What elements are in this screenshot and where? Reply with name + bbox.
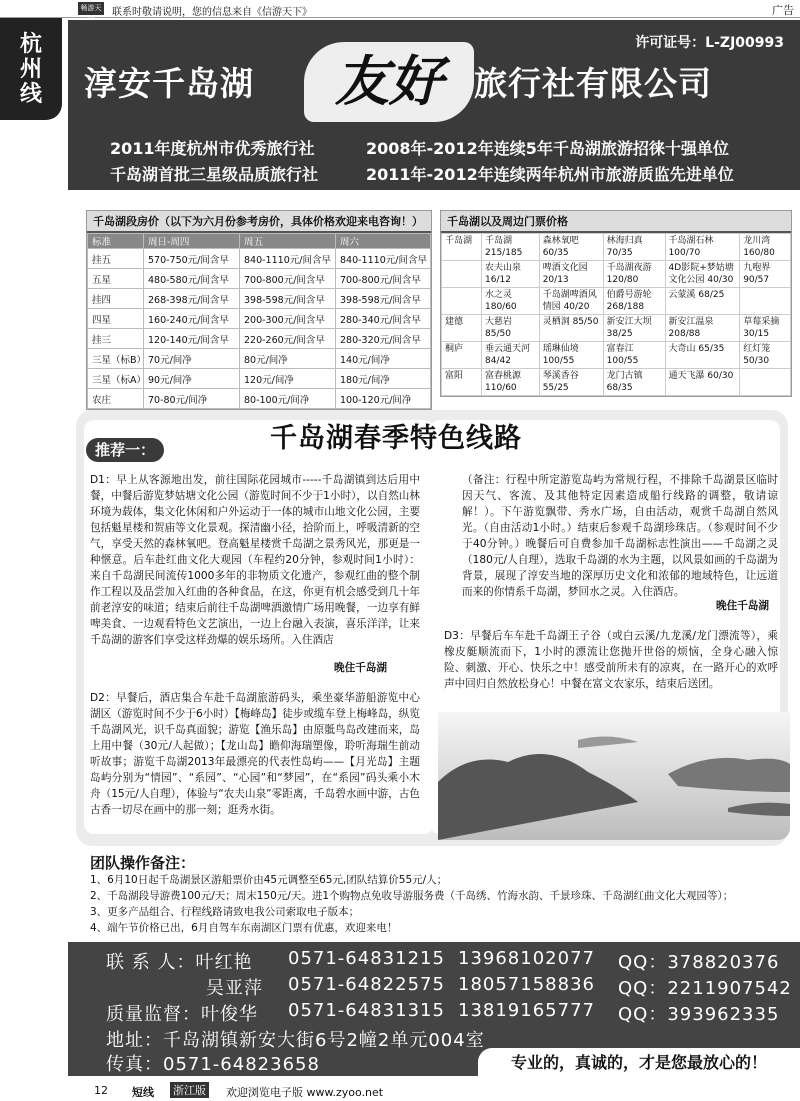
cell: 四星	[88, 309, 144, 329]
cell: 龙川湾 160/80	[740, 234, 791, 261]
cell: 200-300元/间含早	[240, 309, 336, 329]
region-char: 杭	[19, 32, 42, 57]
phone: 0571-64822575	[288, 974, 445, 995]
contact-name: 吴亚萍	[206, 978, 263, 999]
cell: 农夫山泉 16/12	[482, 261, 540, 288]
table-row	[88, 349, 431, 369]
mobile: 18057158836	[458, 974, 595, 995]
note-item: 3、更多产品组合、行程线路请致电我公司索取电子版本；	[90, 906, 360, 918]
hotel-price-panel	[86, 210, 432, 410]
note-item: 2、千岛湖段导游费100元/天；周末150元/天。进1个购物点免收导游服务费（千岛绣、竹海水韵、千景珍珠、千岛湖红曲文化大观园等）；	[90, 890, 734, 902]
cell: 建德	[442, 315, 482, 342]
cell: 挂四	[88, 289, 144, 309]
mobile: 13819165777	[458, 1000, 595, 1021]
license-number: 许可证号：L-ZJ00993	[635, 35, 784, 51]
award: 千岛湖首批三星级品质旅行社	[110, 165, 319, 184]
cell: 林海归真 70/35	[603, 234, 665, 261]
awards-banner	[68, 128, 800, 190]
contact-name: 联 系 人：叶红艳	[106, 952, 253, 973]
award: 2011年度杭州市优秀旅行社	[110, 139, 315, 158]
ad-label: 广告	[772, 4, 794, 17]
cell: 千岛湖夜游 120/80	[603, 261, 665, 288]
cell: 三星（标A）	[88, 369, 144, 389]
hotel-price-title: 千岛湖段房价（以下为六月份参考房价，具体价格欢迎来电咨询！）	[87, 211, 431, 233]
ticket-price-title: 千岛湖以及周边门票价格	[441, 211, 791, 233]
cell: 挂五	[88, 249, 144, 269]
lake-scene-svg	[438, 712, 790, 840]
day1-text: D1：早上从客源地出发，前往国际花园城市-----千岛湖镇到达后用中餐，中餐后游览梦姑塘文化公园（游览时间不少于1小时），以自然山林环境为载体，集文化休闲和户外运动于一体的城市山地文化公园，主要包括魁星楼和贺庙等文化景观。探清幽小径，拾阶而上，呼吸清新的空气，享受天然的森林氧吧。登高魁星楼赏千岛湖之景秀风光，那更是一种惬意。后车赴红曲文化大观园（车程约20分钟，参观时间1小时）：来自千岛湖民间流传1000多年的非物质文化遗产，参观红曲的整个制作工程以及品尝加入红曲的各种食品，在这，你更有机会感受到几十年前老淳安的味道；结束后前往千岛湖啤酒激情广场用晚餐，一边享有鲜啤美食、一边观看特色文艺演出，一边上台融入表演，喜乐洋洋，让来千岛湖的游客们享受这样劲爆的娱乐场所。入住酒店	[90, 474, 420, 646]
route-title: 千岛湖春季特色线路	[270, 423, 522, 454]
table-row	[442, 288, 791, 315]
table-header-row	[88, 234, 431, 249]
cell: 千岛湖	[442, 234, 482, 261]
magazine-logo: 畅游天	[78, 2, 104, 15]
cell: 180元/间净	[336, 369, 431, 389]
cell: 70元/间净	[144, 349, 240, 369]
top-bar	[0, 0, 800, 18]
cell: 千岛湖石林 100/70	[665, 234, 740, 261]
cell: 挂三	[88, 329, 144, 349]
qq: QQ：378820376	[618, 952, 780, 973]
cell: 280-340元/间含早	[336, 309, 431, 329]
table-row	[88, 389, 431, 409]
supervisor: 质量监督：叶俊华	[106, 1004, 258, 1025]
island-right	[668, 758, 790, 792]
cell: 80元/间净	[240, 349, 336, 369]
day2-text: D2：早餐后，酒店集合车赴千岛湖旅游码头，乘坐豪华游船游览中心湖区（游览时间不少于6小时）【梅峰岛】徒步或缆车登上梅峰岛，纵览千岛湖风光，识千岛真面貌；游览【渔乐岛】由原骶鸟岛改建而来，岛上用中餐（30元/人起做）；【龙山岛】瞻仰海瑞塑像，聆听海瑞生前动听故事；游览千岛湖2013年最漂亮的代表性岛屿——【月光岛】主题岛屿分别为“情园”、“系园”、“心园”和“梦园”，在“系园”码头乘小木舟（15元/人自理），体验与“农夫山泉”零距离，千岛碧水画中游，古色古香一切尽在画中的那一刻；逛秀水街。	[90, 692, 420, 816]
col-header: 周六	[336, 234, 431, 249]
cell: 千岛湖啤酒风情园 40/20	[539, 288, 603, 315]
slogan: 专业的，真诚的，才是您最放心的！	[478, 1048, 800, 1078]
company-name-part2: 旅行社有限公司	[474, 64, 712, 103]
lake-photo	[438, 712, 790, 840]
cell: 840-1110元/间含早	[336, 249, 431, 269]
cell: 龙门古镇 68/35	[603, 369, 665, 396]
cell: 五星	[88, 269, 144, 289]
cell: 琴溪香谷 55/25	[539, 369, 603, 396]
cell: 100-120元/间净	[336, 389, 431, 409]
note-item: 1、6月10日起千岛湖景区游船票价由45元调整至65元,团队结算价55元/人；	[90, 874, 448, 886]
table-row	[88, 249, 431, 269]
website-note: 欢迎浏览电子版 www.zyoo.net	[226, 1086, 384, 1099]
address: 地址：千岛湖镇新安大街6号2幢2单元004室	[106, 1030, 485, 1051]
team-notes-title: 团队操作备注：	[90, 854, 196, 872]
cell	[442, 288, 482, 315]
mobile: 13968102077	[458, 948, 595, 969]
table-row	[88, 269, 431, 289]
company-name-part1: 淳安千岛湖	[84, 64, 254, 103]
region-tab	[0, 18, 62, 120]
region-char: 州	[19, 57, 42, 82]
cell	[740, 369, 791, 396]
table-row	[442, 315, 791, 342]
fax: 传真：0571-64823658	[106, 1054, 320, 1075]
section-name: 短线	[132, 1086, 154, 1099]
cell: 水之灵 180/60	[482, 288, 540, 315]
phone: 0571-64831215	[288, 948, 445, 969]
phone: 0571-64831315	[288, 1000, 445, 1021]
cell: 千岛湖 215/185	[482, 234, 540, 261]
cell: 草莓采摘 30/15	[740, 315, 791, 342]
cell: 840-1110元/间含早	[240, 249, 336, 269]
qq: QQ：393962335	[618, 1004, 780, 1025]
col-header: 标准	[88, 234, 144, 249]
cell: 70-80元/间净	[144, 389, 240, 409]
recommend-tag: 推荐一：	[86, 438, 164, 462]
top-notice: 联系时敬请说明，您的信息来自《信游天下》	[112, 7, 312, 18]
award: 2011年-2012年连续两年杭州市旅游质监先进单位	[366, 165, 734, 184]
cell: 通天飞瀑 60/30	[665, 369, 740, 396]
island-far	[578, 736, 638, 748]
cell: 大慈岩 85/50	[482, 315, 540, 342]
table-row	[88, 329, 431, 349]
cell: 160-240元/间含早	[144, 309, 240, 329]
company-header	[68, 20, 800, 128]
cell: 九咆界 90/57	[740, 261, 791, 288]
table-row	[88, 289, 431, 309]
award: 2008年-2012年连续5年千岛湖旅游招徕十强单位	[366, 139, 729, 158]
cell: 桐庐	[442, 342, 482, 369]
cell: 90元/间净	[144, 369, 240, 389]
cell: 280-320元/间含早	[336, 329, 431, 349]
table-row	[88, 369, 431, 389]
day2-stay: 晚住千岛湖	[716, 600, 769, 612]
cell: 啤酒文化园 20/13	[539, 261, 603, 288]
table-row	[442, 342, 791, 369]
cell: 398-598元/间含早	[336, 289, 431, 309]
table-row	[88, 309, 431, 329]
cell: 80-100元/间净	[240, 389, 336, 409]
cell: 140元/间净	[336, 349, 431, 369]
table-row	[442, 234, 791, 261]
cell: 富春桃源 110/60	[482, 369, 540, 396]
island-small	[728, 803, 790, 816]
col-header: 周日-周四	[144, 234, 240, 249]
col-header: 周五	[240, 234, 336, 249]
qq: QQ：2211907542	[618, 978, 792, 999]
cell: 700-800元/间含早	[240, 269, 336, 289]
cell: 农庄	[88, 389, 144, 409]
cell: 新安江大坝 38/25	[603, 315, 665, 342]
ticket-price-panel	[440, 210, 792, 397]
cell	[740, 288, 791, 315]
island-left	[438, 754, 638, 840]
region-char: 线	[19, 82, 42, 107]
hotel-price-table	[87, 233, 431, 409]
cell: 268-398元/间含早	[144, 289, 240, 309]
cell: 大奇山 65/35	[665, 342, 740, 369]
note-item: 4、端午节价格已出，6月自驾车东南湖区门票有优惠，欢迎来电！	[90, 922, 398, 934]
cell	[442, 261, 482, 288]
cell: 700-800元/间含早	[336, 269, 431, 289]
cell: 灵栖洞 85/50	[539, 315, 603, 342]
note-text: （备注：行程中所定游览岛屿为常规行程，不排除千岛湖景区临时因天气、客流、及其他特定因素造成船行线路的调整，敬请谅解！）。下午游览飘带、秀水广场，自由活动，观赏千岛湖自然风光。（自由活动1小时。）结束后参观千岛湖珍珠店。（参观时间不少于40分钟。）晚餐后可自费参加千岛湖标志性演出——千岛湖之灵（180元/人自理），选取千岛湖的水为主题，以风景如画的千岛湖为背景，展现了淳安当地的深厚历史文化和浓郁的地域特色，让远道而来的你情系千岛湖，梦回水之灵。入住酒店。	[462, 474, 778, 598]
team-notes	[90, 872, 733, 936]
cell: 4D影院+梦姑塘文化公园 40/30	[665, 261, 740, 288]
cell: 云蒙溪 68/25	[665, 288, 740, 315]
cell: 三星（标B）	[88, 349, 144, 369]
cell: 垂云通天河 84/42	[482, 342, 540, 369]
cell: 富春江 100/55	[603, 342, 665, 369]
day1-stay: 晚住千岛湖	[334, 662, 387, 674]
page-footer	[0, 1080, 800, 1101]
table-row	[442, 369, 791, 396]
day3-text: D3：早餐后车车赴千岛湖王子谷（或白云溪/九龙溪/龙门漂流等），乘橡皮艇顺流而下，1小时的漂流让您抛开世俗的烦恼，全身心融入惊险、刺激、开心、快乐之中！感受前所未有的凉爽，在一路开心的欢呼声中回归自然放松身心！中餐在富文农家乐，结束后送团。	[444, 630, 778, 690]
page-number: 12	[94, 1084, 108, 1097]
cell: 480-580元/间含早	[144, 269, 240, 289]
cell: 森林氧吧 60/35	[539, 234, 603, 261]
cell: 120-140元/间含早	[144, 329, 240, 349]
cell: 120元/间净	[240, 369, 336, 389]
cell: 瑶琳仙境 100/55	[539, 342, 603, 369]
cell: 新安江温泉 208/88	[665, 315, 740, 342]
edition-badge: 浙江版	[170, 1082, 209, 1098]
cell: 红灯笼 50/30	[740, 342, 791, 369]
company-name-brush: 友好	[304, 42, 474, 122]
table-row	[442, 261, 791, 288]
cell: 220-260元/间含早	[240, 329, 336, 349]
cell: 398-598元/间含早	[240, 289, 336, 309]
cell: 富阳	[442, 369, 482, 396]
cell: 伯爵号游轮 268/188	[603, 288, 665, 315]
cell: 570-750元/间含早	[144, 249, 240, 269]
ticket-price-table	[441, 233, 791, 396]
